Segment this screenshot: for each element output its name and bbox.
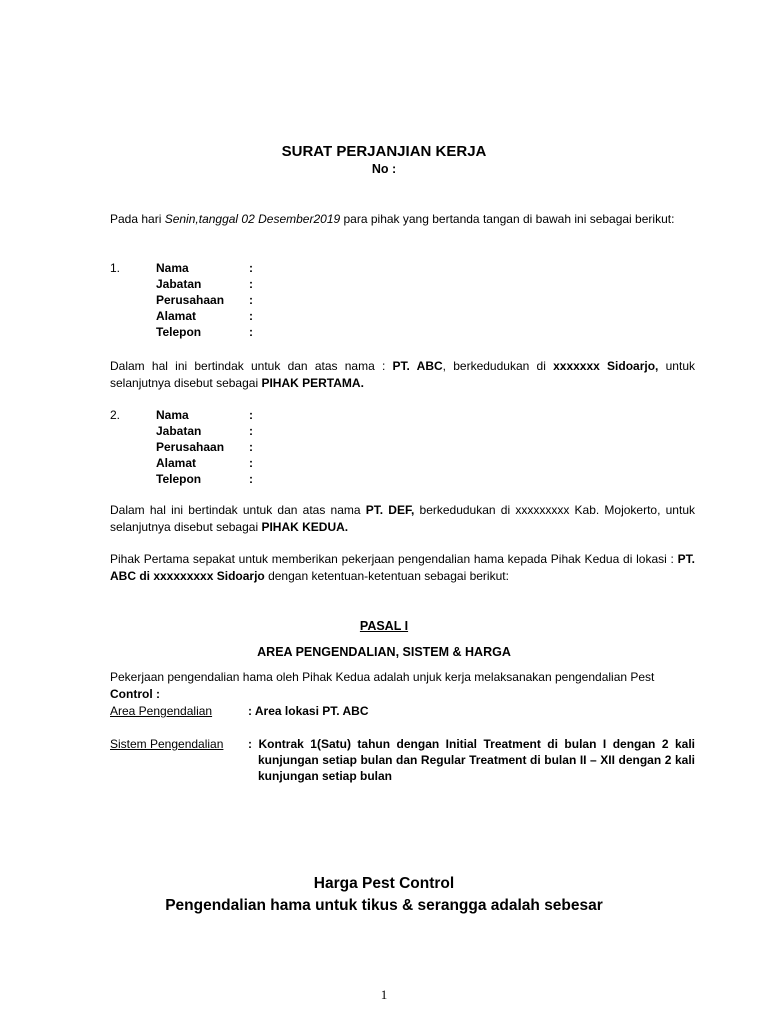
pasal-description [110,669,695,703]
field-colon: : [249,277,253,291]
page-number: 1 [380,987,388,1002]
party2-field-label: Alamat [156,456,197,470]
party1-field-label: Jabatan [156,277,202,291]
party1-field-row [156,261,253,277]
price-heading: Harga Pest Control [313,875,455,892]
party1-field-row [156,325,253,341]
party2-statement-text: Dalam hal ini bertindak untuk dan atas nama [110,503,366,517]
field-colon: : [249,440,253,454]
party1-statement-text: , berkedudukan di [442,359,554,373]
party2-statement [110,502,695,536]
agreement-location: PT. ABC di xxxxxxxxx Sidoarjo [110,552,695,583]
field-colon: : [249,293,253,307]
party2-statement-text: berkedudukan di xxxxxxxxx Kab. Mojokerto, untuk selanjutnya disebut sebagai [110,503,695,534]
party2-company: PT. DEF, [365,503,415,517]
party2-field-label: Nama [156,408,189,422]
field-colon: : [249,456,253,470]
party1-field-row [156,293,253,309]
field-colon: : [249,472,253,486]
area-label: Area Pengendalian [110,704,213,718]
agreement-text: dengan ketentuan-ketentuan sebagai berikut: [264,569,509,583]
party2-field-row [156,424,253,440]
agreement-text: Pihak Pertama sepakat untuk memberikan pekerjaan pengendalian hama kepada Pihak Kedua di lokasi : [110,552,678,566]
area-row [110,703,695,719]
party1-field-row [156,309,253,325]
party1-statement-text: Dalam hal ini bertindak untuk dan atas nama : [110,359,393,373]
field-colon: : [249,325,253,339]
party2-designation: PIHAK KEDUA. [261,520,349,534]
party1-field-label: Nama [156,261,189,275]
party2-field-row [156,440,253,456]
field-colon: : [249,424,253,438]
party1-statement-text: untuk selanjutnya disebut sebagai [110,359,695,390]
pasal-subheading: AREA PENGENDALIAN, SISTEM & HARGA [257,645,511,659]
pasal-heading: PASAL I [359,619,409,633]
price-subheading: Pengendalian hama untuk tikus & serangga adalah sebesar [165,897,603,914]
intro-paragraph [110,211,695,228]
field-colon: : [249,408,253,422]
area-value: : Area lokasi PT. ABC [248,704,369,718]
party2-field-label: Jabatan [156,424,202,438]
party1-company: PT. ABC [392,359,443,373]
system-value: : Kontrak 1(Satu) tahun dengan Initial Treatment di bulan I dengan 2 kali kunjungan setiap bulan dan Regular Treatment di bulan II – XII dengan 2 kali kunjungan setiap bulan [248,737,695,783]
party2-field-row [156,408,253,424]
party2-field-row [156,456,253,472]
party1-field-row [156,277,253,293]
party2-number: 2. [110,408,121,422]
party1-designation: PIHAK PERTAMA. [261,376,364,390]
intro-date: Senin,tanggal 02 Desember2019 [164,212,341,226]
document-number-label: No : [371,162,397,176]
intro-text-post: para pihak yang bertanda tangan di bawah ini sebagai berikut: [340,212,675,226]
system-row [110,736,695,786]
pasal-description-text: Pekerjaan pengendalian hama oleh Pihak Kedua adalah unjuk kerja melaksanakan pengendalian Pest [110,670,655,684]
party1-statement [110,358,695,392]
party2-field-label: Telepon [156,472,202,486]
party2-field-label: Perusahaan [156,440,225,454]
system-label: Sistem Pengendalian [110,737,224,751]
party1-field-label: Perusahaan [156,293,225,307]
party1-number: 1. [110,261,121,275]
document-title: SURAT PERJANJIAN KERJA [281,143,487,160]
party1-location: xxxxxxx Sidoarjo, [553,359,659,373]
party1-field-label: Alamat [156,309,197,323]
party2-field-row [156,472,253,488]
pasal-description-text: Control : [110,687,160,701]
agreement-paragraph [110,551,695,585]
party1-field-label: Telepon [156,325,202,339]
intro-text-pre: Pada hari [110,212,165,226]
field-colon: : [249,309,253,323]
field-colon: : [249,261,253,275]
